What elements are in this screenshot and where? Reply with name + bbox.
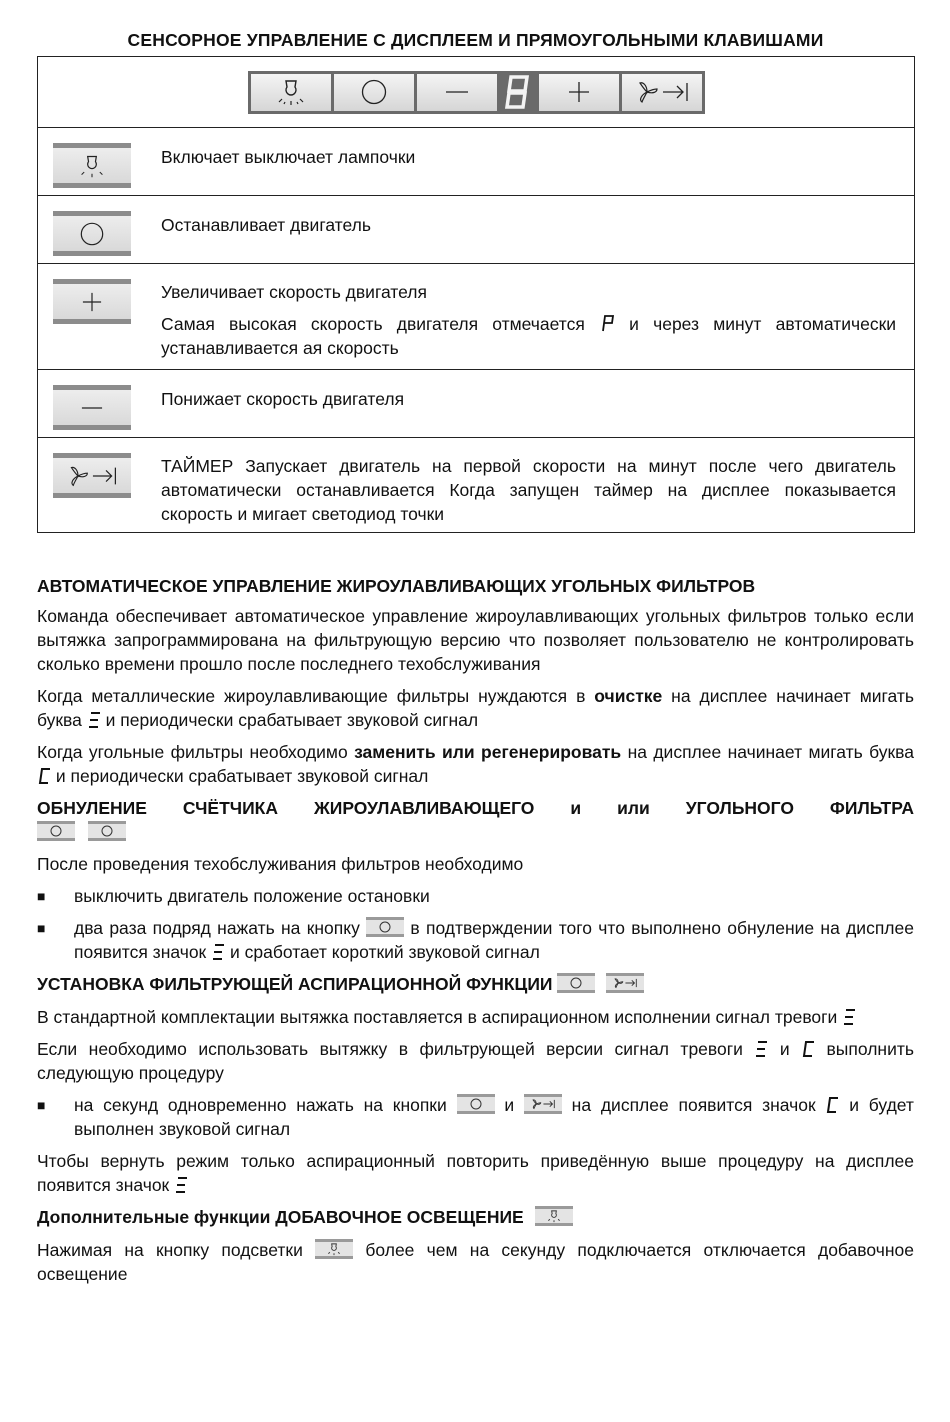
fan-timer-icon	[631, 79, 693, 105]
minus-icon	[81, 406, 103, 410]
minus-key[interactable]	[53, 385, 131, 430]
stop-key-mini	[366, 917, 404, 937]
control-row-plus	[38, 263, 914, 369]
panel-stop-key[interactable]	[334, 74, 414, 111]
minus-icon	[445, 90, 469, 94]
seven-segment-c-glyph	[801, 1040, 815, 1058]
plus-icon	[568, 81, 590, 103]
timer-key-mini	[524, 1094, 562, 1114]
control-row-lamp	[38, 127, 914, 195]
circle-icon	[470, 1098, 482, 1110]
panel-plus-key[interactable]	[539, 74, 619, 111]
s1-paragraph-2: Когда металлические жироулавливающие фильтры нуждаются в очистке на дисплее начинает мигать буква и периодически срабатывает звуковой сигнал	[37, 686, 914, 730]
s2-bullet-2: ■ два раза подряд нажать на кнопку в подтверждении того что выполнено обнуление на дисплее появится значок и сработает короткий звуковой сигнал	[37, 918, 914, 962]
panel-timer-key[interactable]	[622, 74, 702, 111]
control-row-timer	[38, 437, 914, 532]
s3-paragraph-3: Чтобы вернуть режим только аспирационный повторить приведённую выше процедуру на дисплее появится значок	[37, 1151, 914, 1195]
lamp-description: Включает выключает лампочки	[161, 147, 416, 167]
s3-paragraph-1: В стандартной комплектации вытяжка поставляется в аспирационном исполнении сигнал тревоги	[37, 1005, 914, 1029]
timer-description: ТАЙМЕР Запускает двигатель на первой скорости на минут после чего двигатель автоматически останавливается Когда запущен таймер на дисплее показывается скорость и мигает светодиод точки	[161, 456, 896, 524]
stop-description: Останавливает двигатель	[161, 215, 371, 235]
panel-lamp-key[interactable]	[251, 74, 331, 111]
lamp-icon	[276, 77, 306, 107]
section-lighting-heading: Дополнительные функции ДОБАВОЧНОЕ ОСВЕЩЕНИЕ	[37, 1205, 914, 1229]
circle-icon	[101, 825, 113, 837]
s2-bullet-1: ■ выключить двигатель положение остановки	[37, 886, 430, 906]
lamp-key-mini	[535, 1206, 573, 1226]
section-extra-lighting	[37, 1205, 914, 1286]
control-row-minus	[38, 369, 914, 437]
s4-paragraph-1: Нажимая на кнопку подсветки более чем на секунду подключается отключается добавочное освещение	[37, 1240, 914, 1284]
page-title: СЕНСОРНОЕ УПРАВЛЕНИЕ С ДИСПЛЕЕМ И ПРЯМОУГОЛЬНЫМИ КЛАВИШАМИ	[127, 30, 824, 50]
seven-segment-e-glyph	[211, 943, 225, 961]
lamp-key[interactable]	[53, 143, 131, 188]
seven-segment-p-glyph	[599, 313, 615, 333]
section-filter-function	[37, 972, 914, 1197]
circle-icon	[50, 825, 62, 837]
seven-segment-c-glyph	[825, 1096, 839, 1114]
lamp-icon	[547, 1209, 561, 1223]
section-auto-filters	[37, 574, 914, 788]
lamp-icon	[327, 1242, 341, 1256]
control-row-stop	[38, 195, 914, 263]
plus-icon	[82, 292, 102, 312]
seven-segment-e-glyph	[842, 1008, 856, 1026]
stop-key-mini-2	[88, 821, 126, 841]
plus-description: Увеличивает скорость двигателя	[161, 282, 427, 302]
control-panel-row	[38, 57, 914, 127]
circle-icon	[379, 921, 391, 933]
section-filter-heading: УСТАНОВКА ФИЛЬТРУЮЩЕЙ АСПИРАЦИОННОЙ ФУНКЦИИ	[37, 972, 914, 996]
stop-key-mini	[557, 973, 595, 993]
controls-table	[37, 56, 915, 533]
timer-key[interactable]	[53, 453, 131, 498]
panel-display	[500, 74, 536, 111]
s1-paragraph-3: Когда угольные фильтры необходимо заменить или регенерировать на дисплее начинает мигать буква и периодически срабатывает звуковой сигнал	[37, 742, 915, 786]
circle-icon	[360, 78, 388, 106]
plus-key[interactable]	[53, 279, 131, 324]
section-reset-counter	[37, 796, 914, 964]
fan-timer-icon	[611, 977, 639, 989]
circle-icon	[79, 221, 105, 247]
lamp-key-mini	[315, 1239, 353, 1259]
seven-segment-e-glyph	[174, 1176, 188, 1194]
seven-segment-digit	[505, 75, 531, 109]
s3-paragraph-2: Если необходимо использовать вытяжку в фильтрующей версии сигнал тревоги и выполнить следующую процедуру	[37, 1039, 914, 1083]
section-auto-filters-heading: АВТОМАТИЧЕСКОЕ УПРАВЛЕНИЕ ЖИРОУЛАВЛИВАЮЩИХ УГОЛЬНЫХ ФИЛЬТРОВ	[37, 576, 756, 596]
plus-note: Самая высокая скорость двигателя отмечается и через минут автоматически устанавливается ая скорость	[161, 314, 896, 358]
seven-segment-e-glyph	[87, 711, 101, 729]
lamp-icon	[79, 153, 105, 179]
stop-key[interactable]	[53, 211, 131, 256]
stop-key-mini	[457, 1094, 495, 1114]
s1-paragraph-1: Команда обеспечивает автоматическое управление жироулавливающих угольных фильтров только если вытяжка запрограммирована на фильтрующую версию что позволяет пользователю не контролировать сколько времени прошло после последнего техобслуживания	[37, 606, 914, 674]
section-reset-heading: ОБНУЛЕНИЕ СЧЁТЧИКА ЖИРОУЛАВЛИВАЮЩЕГО и или УГОЛЬНОГО ФИЛЬТРА	[37, 798, 914, 818]
s2-paragraph-1: После проведения техобслуживания фильтров необходимо	[37, 854, 524, 874]
seven-segment-c-glyph	[37, 767, 51, 785]
circle-icon	[570, 977, 582, 989]
stop-key-mini	[37, 821, 75, 841]
reset-key-icons	[37, 820, 914, 842]
seven-segment-e-glyph	[754, 1040, 768, 1058]
s3-bullet-1: ■ на секунд одновременно нажать на кнопки и на дисплее появится значок и будет выполнен звуковой сигнал	[37, 1095, 914, 1139]
timer-key-mini	[606, 973, 644, 993]
minus-description: Понижает скорость двигателя	[161, 389, 405, 409]
fan-timer-icon	[63, 463, 121, 489]
control-panel	[248, 71, 705, 114]
fan-timer-icon	[529, 1098, 557, 1110]
panel-minus-key[interactable]	[417, 74, 497, 111]
